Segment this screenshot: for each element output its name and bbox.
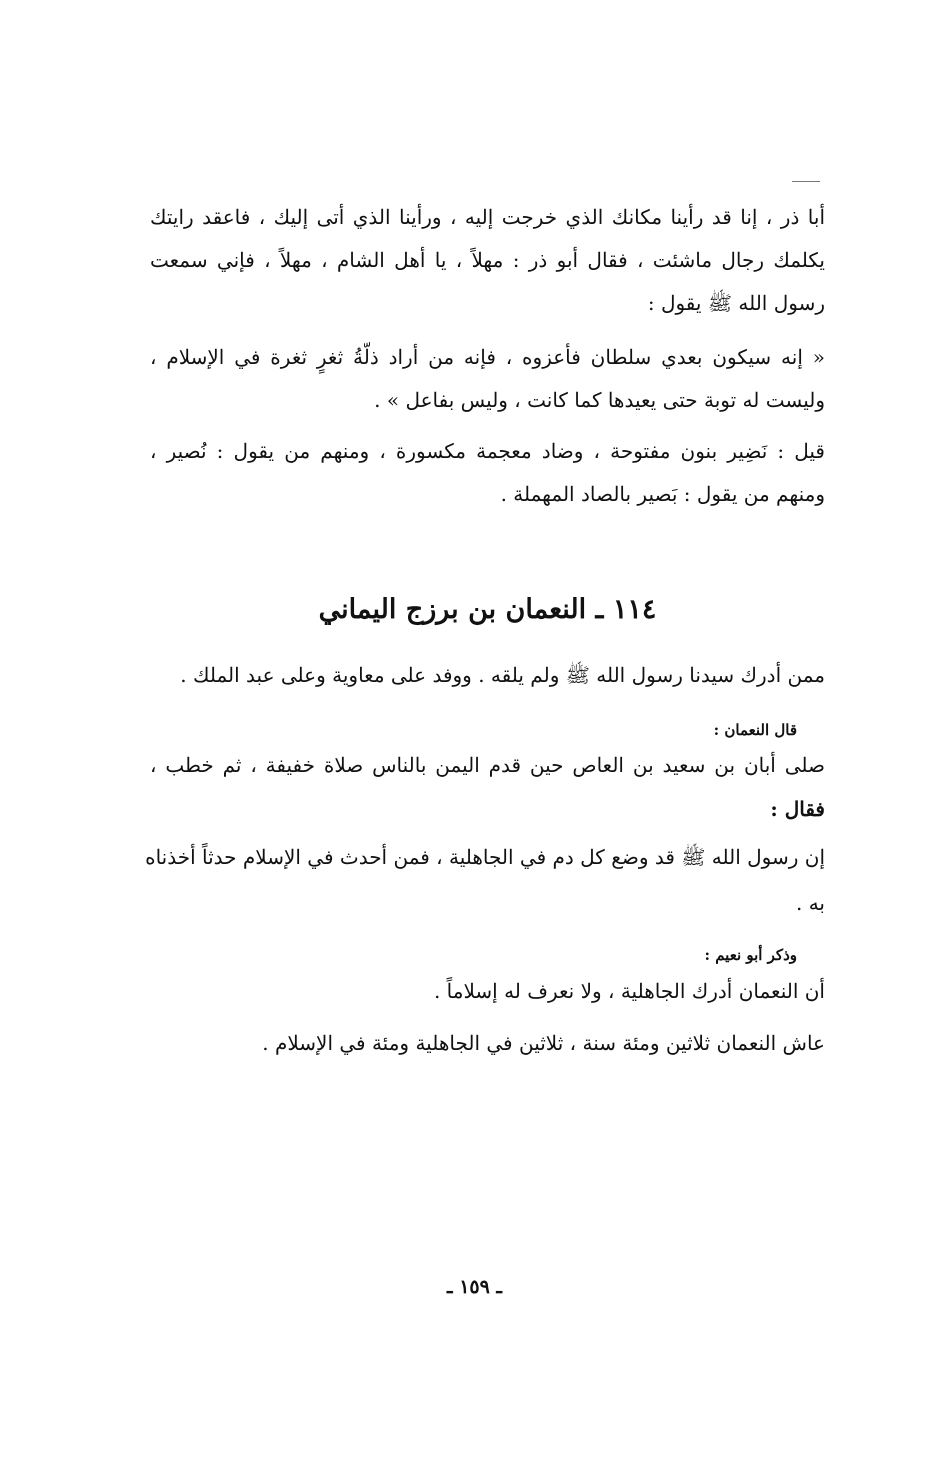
page-number: ـ ١٥٩ ـ [447, 1276, 502, 1298]
paragraph-line-fa-qala: فقال : [770, 797, 825, 821]
label-qala-numan: قال النعمان : [713, 721, 797, 739]
section-intro: ممن أدرك سيدنا رسول الله ﷺ ولم يلقه . ووفد على معاوية وعلى عبد الملك . [180, 663, 825, 687]
paragraph-aban-prayer [150, 744, 825, 787]
paragraph-line: « إنه سيكون بعدي سلطان فأعزوه ، فإنه من أراد ذلّةُ ثغرٍ ثغرة في الإسلام ، [150, 345, 825, 369]
label-abu-nuaym: وذكر أبو نعيم : [704, 946, 797, 964]
paragraph-line-lifespan: عاش النعمان ثلاثين ومئة سنة ، ثلاثين في الجاهلية ومئة في الإسلام . [262, 1031, 825, 1055]
paragraph-line: أبا ذر ، إنا قد رأينا مكانك الذي خرجت إليه ، ورأينا الذي أتى إليك ، فاعقد رايتك [150, 205, 825, 229]
paragraph-line: ومنهم من يقول : بَصير بالصاد المهملة . [500, 482, 825, 506]
paragraph-abu-dharr [150, 196, 825, 325]
paragraph-line: صلى أبان بن سعيد بن العاص حين قدم اليمن بالناس صلاة خفيفة ، ثم خطب ، [150, 753, 825, 777]
section-heading: ١١٤ ـ النعمان بن برزج اليماني [318, 594, 657, 625]
paragraph-line: رسول الله ﷺ يقول : [647, 291, 825, 315]
paragraph-blood-hadith [145, 836, 825, 879]
paragraph-hadith-quote [150, 336, 825, 422]
paragraph-line: وليست له توبة حتى يعيدها كما كانت ، وليس بفاعل » . [374, 388, 825, 412]
paragraph-name-note [150, 430, 825, 516]
top-divider [792, 181, 820, 182]
paragraph-line: يكلمك رجال ماشئت ، فقال أبو ذر : مهلاً ، يا أهل الشام ، مهلاً ، فإني سمعت [150, 248, 825, 272]
paragraph-line-jahiliyya: أن النعمان أدرك الجاهلية ، ولا نعرف له إسلاماً . [433, 979, 825, 1003]
paragraph-line: قيل : نَضِير بنون مفتوحة ، وضاد معجمة مكسورة ، ومنهم من يقول : نُصير ، [150, 439, 825, 463]
paragraph-line: إن رسول الله ﷺ قد وضع كل دم في الجاهلية ، فمن أحدث في الإسلام حدثاً أخذناه [145, 845, 825, 869]
paragraph-line-bihi: به . [795, 891, 825, 915]
